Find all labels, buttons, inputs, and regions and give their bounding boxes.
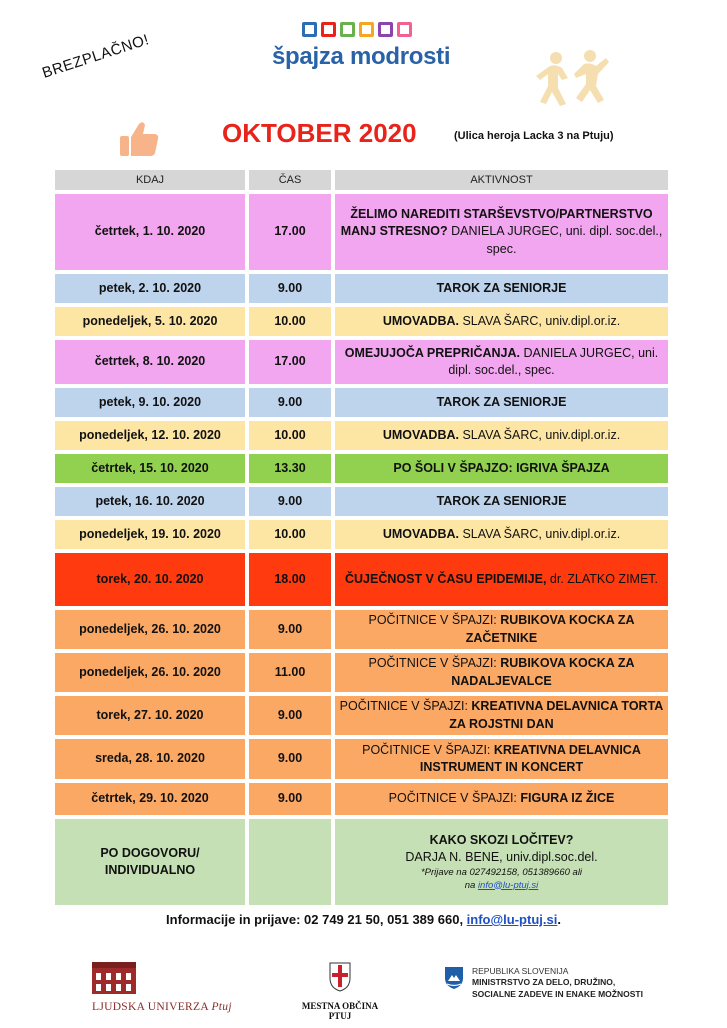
row-activity bbox=[335, 653, 668, 692]
column-header-activity: AKTIVNOST bbox=[335, 170, 668, 190]
activity-text bbox=[383, 427, 620, 445]
logo-square bbox=[321, 22, 336, 37]
row-when: torek, 27. 10. 2020 bbox=[55, 696, 245, 735]
row-activity bbox=[335, 340, 668, 384]
lu-city-text: Ptuj bbox=[211, 1001, 232, 1013]
row-when: petek, 16. 10. 2020 bbox=[55, 487, 245, 516]
row-activity bbox=[335, 819, 668, 905]
ministry-line-2: MINISTRSTVO ZA DELO, DRUŽINO, bbox=[472, 977, 616, 988]
activity-text bbox=[437, 280, 567, 298]
ministry-text bbox=[472, 966, 643, 1000]
table-row bbox=[55, 739, 672, 779]
logo-square bbox=[397, 22, 412, 37]
activity-text bbox=[339, 206, 664, 259]
activity-prefix: POČITNICE V ŠPAJZI: bbox=[362, 742, 494, 757]
activity-title: UMOVADBA. bbox=[382, 313, 459, 328]
row-time: 9.00 bbox=[249, 610, 331, 649]
dancers-icon bbox=[532, 48, 612, 115]
logo-square bbox=[378, 22, 393, 37]
activity-detail: SLAVA ŠARC, univ.dipl.or.iz. bbox=[458, 313, 621, 328]
row-activity bbox=[335, 553, 668, 606]
spajza-logo bbox=[272, 22, 472, 71]
table-header bbox=[55, 170, 672, 190]
row-time: 11.00 bbox=[249, 653, 331, 692]
column-header-when: KDAJ bbox=[55, 170, 245, 190]
activity-title: OMEJUJOČA PREPRIČANJA. bbox=[344, 345, 520, 360]
row-activity bbox=[335, 696, 668, 735]
activity-title: KAKO SKOZI LOČITEV? bbox=[429, 832, 574, 847]
ministry-logo bbox=[444, 966, 643, 1000]
activity-title: FIGURA IZ ŽICE bbox=[520, 791, 615, 806]
schedule-table bbox=[55, 170, 672, 909]
table-row bbox=[55, 520, 672, 549]
row-when: petek, 2. 10. 2020 bbox=[55, 274, 245, 303]
row-activity bbox=[335, 610, 668, 649]
activity-title: KREATIVNA DELAVNICA TORTA ZA ROJSTNI DAN bbox=[449, 699, 664, 731]
activity-title: UMOVADBA. bbox=[382, 526, 459, 541]
activity-detail: DANIELA JURGEC, uni. dipl. soc.del., spec. bbox=[447, 224, 663, 256]
activity-text bbox=[339, 655, 664, 690]
activity-title: UMOVADBA. bbox=[382, 427, 459, 442]
row-activity bbox=[335, 274, 668, 303]
activity-text bbox=[339, 345, 664, 380]
contact-text: Informacije in prijave: 02 749 21 50, 051 389 660, bbox=[166, 912, 467, 927]
row-when: ponedeljek, 26. 10. 2020 bbox=[55, 610, 245, 649]
activity-text bbox=[393, 460, 609, 478]
activity-stack bbox=[405, 832, 597, 893]
row-activity bbox=[335, 421, 668, 450]
row-when: sreda, 28. 10. 2020 bbox=[55, 739, 245, 779]
building-icon bbox=[92, 962, 136, 994]
activity-note-contact bbox=[405, 880, 597, 893]
activity-title: TAROK ZA SENIORJE bbox=[436, 280, 567, 295]
row-when: petek, 9. 10. 2020 bbox=[55, 388, 245, 417]
ministry-line-3: SOCIALNE ZADEVE IN ENAKE MOŽNOSTI bbox=[472, 988, 643, 999]
row-time bbox=[249, 819, 331, 905]
activity-text bbox=[339, 698, 664, 733]
activity-prefix: POČITNICE V ŠPAJZI: bbox=[339, 699, 472, 713]
row-time: 9.00 bbox=[249, 487, 331, 516]
row-when: četrtek, 8. 10. 2020 bbox=[55, 340, 245, 384]
row-time: 17.00 bbox=[249, 340, 331, 384]
logo-text: špajza modrosti bbox=[272, 43, 451, 70]
row-when: ponedeljek, 19. 10. 2020 bbox=[55, 520, 245, 549]
row-when: PO DOGOVORU/ INDIVIDUALNO bbox=[55, 819, 245, 905]
thumbs-up-icon bbox=[118, 120, 160, 163]
activity-text bbox=[345, 571, 658, 589]
activity-text bbox=[383, 526, 620, 544]
activity-title: ŽELIMO NAREDITI STARŠEVSTVO/PARTNERSTVO MANJ STRESNO? bbox=[340, 206, 653, 239]
table-row bbox=[55, 696, 672, 735]
slovenia-emblem-icon bbox=[444, 966, 464, 990]
activity-title: TAROK ZA SENIORJE bbox=[436, 493, 567, 508]
row-activity bbox=[335, 520, 668, 549]
table-row bbox=[55, 307, 672, 336]
row-time: 9.00 bbox=[249, 739, 331, 779]
table-row bbox=[55, 653, 672, 692]
row-activity bbox=[335, 487, 668, 516]
table-row bbox=[55, 340, 672, 384]
logo-squares bbox=[302, 22, 472, 37]
activity-person: DARJA N. BENE, univ.dipl.soc.del. bbox=[405, 850, 598, 865]
activity-text bbox=[437, 394, 567, 412]
note-prefix: na bbox=[464, 879, 478, 891]
activity-prefix: POČITNICE V ŠPAJZI: bbox=[368, 656, 501, 670]
column-header-time: ČAS bbox=[249, 170, 331, 190]
table-row bbox=[55, 487, 672, 516]
activity-title: PO ŠOLI V ŠPAJZO: IGRIVA ŠPAJZA bbox=[393, 460, 610, 475]
coat-of-arms-icon bbox=[329, 962, 351, 992]
row-time: 9.00 bbox=[249, 696, 331, 735]
row-time: 17.00 bbox=[249, 194, 331, 270]
contact-email-link[interactable]: info@lu-ptuj.si bbox=[466, 912, 558, 927]
logo-square bbox=[302, 22, 317, 37]
row-time: 10.00 bbox=[249, 307, 331, 336]
activity-title: ČUJEČNOST V ČASU EPIDEMIJE, bbox=[344, 571, 547, 586]
table-body bbox=[55, 194, 672, 815]
mestna-obcina-logo bbox=[290, 962, 390, 1021]
row-when: ponedeljek, 26. 10. 2020 bbox=[55, 653, 245, 692]
activity-title: RUBIKOVA KOCKA ZA NADALJEVALCE bbox=[451, 656, 635, 688]
activity-detail: SLAVA ŠARC, univ.dipl.or.iz. bbox=[458, 427, 621, 442]
lu-name bbox=[92, 1001, 232, 1013]
activity-text bbox=[437, 493, 567, 511]
row-activity bbox=[335, 783, 668, 815]
row-when: ponedeljek, 12. 10. 2020 bbox=[55, 421, 245, 450]
row-when: četrtek, 1. 10. 2020 bbox=[55, 194, 245, 270]
activity-detail: DANIELA JURGEC, uni. dipl. soc.del., spec. bbox=[448, 345, 659, 377]
contact-end: . bbox=[557, 912, 561, 927]
row-activity bbox=[335, 739, 668, 779]
row-when: ponedeljek, 5. 10. 2020 bbox=[55, 307, 245, 336]
activity-prefix: POČITNICE V ŠPAJZI: bbox=[388, 791, 521, 806]
table-row bbox=[55, 783, 672, 815]
activity-text bbox=[339, 742, 664, 777]
lu-name-text: LJUDSKA UNIVERZA bbox=[92, 1001, 209, 1013]
free-label: BREZPLAČNO! bbox=[40, 31, 152, 82]
ministry-line-1: REPUBLIKA SLOVENIJA bbox=[472, 966, 569, 976]
row-time: 9.00 bbox=[249, 388, 331, 417]
logo-square bbox=[340, 22, 355, 37]
note-email-link[interactable]: info@lu-ptuj.si bbox=[477, 879, 539, 891]
table-row bbox=[55, 819, 672, 905]
row-time: 13.30 bbox=[249, 454, 331, 483]
row-time: 18.00 bbox=[249, 553, 331, 606]
row-when: torek, 20. 10. 2020 bbox=[55, 553, 245, 606]
activity-title: TAROK ZA SENIORJE bbox=[436, 394, 567, 409]
row-when: četrtek, 15. 10. 2020 bbox=[55, 454, 245, 483]
row-activity bbox=[335, 388, 668, 417]
activity-text bbox=[383, 313, 620, 331]
activity-text bbox=[389, 790, 615, 808]
activity-text bbox=[339, 612, 664, 647]
page-title: OKTOBER 2020 bbox=[222, 118, 417, 148]
row-activity bbox=[335, 307, 668, 336]
activity-prefix: POČITNICE V ŠPAJZI: bbox=[368, 613, 501, 627]
row-time: 10.00 bbox=[249, 421, 331, 450]
activity-note: *Prijave na 027492158, 051389660 ali bbox=[420, 866, 583, 878]
table-row bbox=[55, 454, 672, 483]
table-row bbox=[55, 274, 672, 303]
row-time: 9.00 bbox=[249, 274, 331, 303]
row-time: 10.00 bbox=[249, 520, 331, 549]
row-time: 9.00 bbox=[249, 783, 331, 815]
table-row bbox=[55, 610, 672, 649]
row-when: četrtek, 29. 10. 2020 bbox=[55, 783, 245, 815]
logo-square bbox=[359, 22, 374, 37]
table-row bbox=[55, 421, 672, 450]
table-row bbox=[55, 194, 672, 270]
ljudska-univerza-logo bbox=[92, 962, 232, 1013]
row-activity bbox=[335, 454, 668, 483]
activity-detail: SLAVA ŠARC, univ.dipl.or.iz. bbox=[458, 526, 621, 541]
mop-name: MESTNA OBČINA PTUJ bbox=[301, 1001, 379, 1021]
row-activity bbox=[335, 194, 668, 270]
activity-title: KREATIVNA DELAVNICA INSTRUMENT IN KONCERT bbox=[419, 742, 641, 774]
table-row bbox=[55, 553, 672, 606]
activity-detail: dr. ZLATKO ZIMET. bbox=[546, 571, 659, 586]
contact-info bbox=[0, 912, 727, 927]
activity-title: RUBIKOVA KOCKA ZA ZAČETNIKE bbox=[465, 613, 635, 645]
table-row bbox=[55, 388, 672, 417]
page-subtitle: (Ulica heroja Lacka 3 na Ptuju) bbox=[454, 130, 614, 142]
